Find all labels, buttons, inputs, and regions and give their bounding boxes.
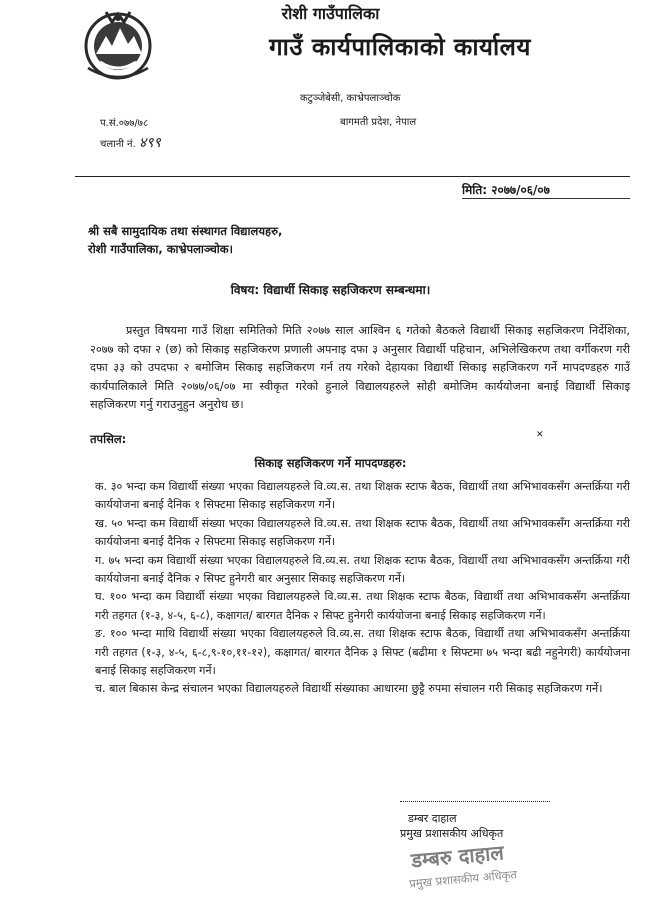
chalani-line: [100, 133, 161, 152]
chalani-label: चलानी नं.: [100, 139, 136, 150]
reference-number: प.सं.०७७/७८: [100, 118, 149, 129]
criteria-item: क. ३० भन्दा कम विद्यार्थी संख्या भएका विद्यालयहरुले वि.व्य.स. तथा शिक्षक स्टाफ बैठक, विद्यार्थी तथा अभिभावकसँग अन्तर्क्रिया गरी कार्ययोजना बनाई दैनिक १ सिफ्टमा सिकाइ सहजिकरण गर्ने।: [95, 480, 630, 512]
signatory-title: प्रमुख प्रशासकीय अधिकृत: [400, 827, 504, 840]
signatory-name: डम्बर दाहाल: [408, 812, 457, 825]
signature-line: [400, 801, 550, 802]
letter-subject: विषय: विद्यार्थी सिकाइ सहजिकरण सम्बन्धमा।: [230, 283, 431, 297]
office-title: गाउँ कार्यपालिकाको कार्यालय: [269, 33, 531, 61]
criteria-list: [95, 478, 630, 699]
criteria-item: ख. ५० भन्दा कम विद्यार्थी संख्या भएका विद्यालयहरुले वि.व्य.स. तथा शिक्षक स्टाफ बैठक, विद्यार्थी तथा अभिभावकसँग अन्तर्क्रिया गरी कार्ययोजना बनाई दैनिक २ सिफ्टमा सिकाइ सहजिकरण गर्ने।: [95, 516, 630, 549]
stamp-name: डम्बरु दाहाल: [410, 840, 505, 873]
stamp-title: प्रमुख प्रशासकीय अधिकृत: [408, 867, 518, 891]
body-paragraph: प्रस्तुत विषयमा गाउँ शिक्षा समितिको मिति २०७७ साल आश्विन ६ गतेको बैठकले विद्यार्थी सिकाइ सहजिकरण निर्देशिका, २०७७ को दफा २ (छ) को सिकाइ सहजिकरण प्रणाली अपनाइ दफा ३ अनुसार विद्यार्थी पहिचान, अभिलेखिकरण तथा वर्गीकरण गरी दफा ३३ को उपदफा २ बमोजिम सिकाइ सहजिकरण गर्न तय गरेको देहायका विद्यार्थी सिकाइ सहजिकरण गर्ने मापदण्डहरु गाउँ कार्यपालिकाले मिति २०७७/०६/०७ मा स्वीकृत गरेको हुनाले विद्यालयहरुले सोही बमोजिम कार्ययोजना बनाई विद्यार्थी सिकाइ सहजिकरण गर्नु गराउनुहुन अनुरोध छ।: [90, 324, 630, 412]
chalani-number: ४९९: [138, 135, 161, 151]
stray-mark: ✕: [536, 430, 544, 440]
letter-date: मिति: २०७७/०६/०७: [462, 183, 550, 197]
criteria-item: घ. १०० भन्दा कम विद्यार्थी संख्या भएका विद्यालयहरुले वि.व्य.स. तथा शिक्षक स्टाफ बैठक, विद्यार्थी तथा अभिभावकसँग अन्तर्क्रिया गरी तहगत (१-३, ४-५, ६-८), कक्षागत/ बारगत दैनिक २ सिफ्ट हुनेगरी कार्ययोजना बनाई सिकाइ सहजिकरण गर्ने।: [95, 590, 630, 622]
municipality-name: रोशी गाउँपालिका: [281, 4, 380, 23]
address-line-1: कटुञ्जेबेसी, काभ्रेपलाञ्चोक: [300, 93, 401, 104]
criteria-title: सिकाइ सहजिकरण गर्ने मापदण्डहरु:: [254, 456, 407, 470]
addressee-line-1: श्री सबै सामुदायिक तथा संस्थागत विद्यालयहरु,: [88, 224, 283, 238]
tapasil-label: तपसिल:: [90, 432, 127, 446]
address-line-2: बागमती प्रदेश, नेपाल: [340, 117, 417, 128]
official-stamp: [396, 829, 551, 904]
date-divider: [462, 198, 630, 199]
header-divider: [75, 176, 630, 177]
criteria-item: ग. ७५ भन्दा कम विद्यार्थी संख्या भएका विद्यालयहरुले वि.व्य.स. तथा शिक्षक स्टाफ बैठक, विद्यार्थी तथा अभिभावकसँग अन्तर्क्रिया गरी कार्ययोजना बनाई दैनिक २ सिफ्ट हुनेगरी बार अनुसार सिकाइ सहजिकरण गर्ने।: [95, 553, 630, 586]
criteria-item: ङ. १०० भन्दा माथि विद्यार्थी संख्या भएका विद्यालयहरुले वि.व्य.स. तथा शिक्षक स्टाफ बैठक, विद्यार्थी तथा अभिभावकसँग अन्तर्क्रिया गरी तहगत (१-३, ४-५, ६-८,९-१०,११-१२), कक्षागत/ बारगत दैनिक ३ सिफ्ट (बढीमा १ सिफ्टमा ७५ भन्दा बढी नहुनेगरी) कार्ययोजना बनाई सिकाइ सहजिकरण गर्ने।: [95, 627, 630, 678]
addressee-line-2: रोशी गाउँपालिका, काभ्रेपलाञ्चोक।: [88, 242, 233, 256]
criteria-item: च. बाल बिकास केन्द्र संचालन भएका विद्यालयहरुले विद्यार्थी संख्याका आधारमा छुट्टै रुपमा संचालन गरी सिकाइ सहजिकरण गर्ने।: [95, 682, 603, 696]
